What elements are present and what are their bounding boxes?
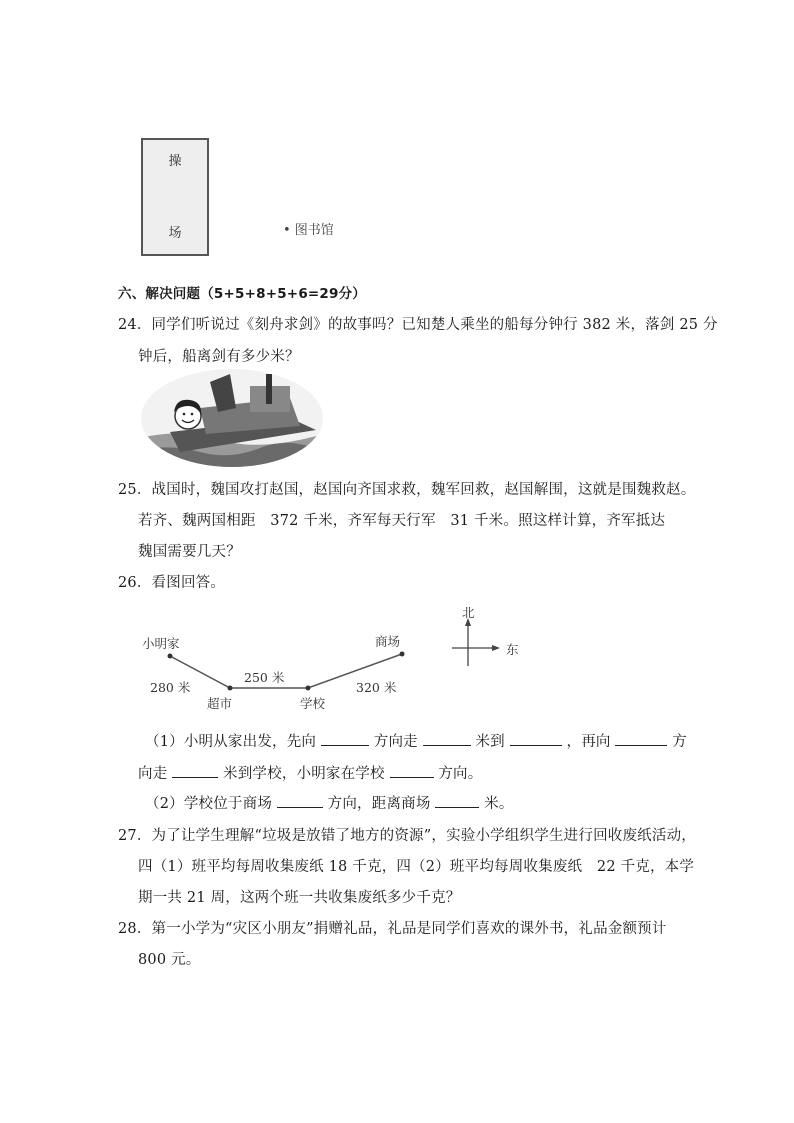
map-market-label: 商场: [375, 634, 401, 649]
q26-p1-text-g: 米到学校，小明家在学校: [223, 766, 385, 782]
q26-p1-text-f: 向走: [138, 766, 168, 782]
q27-line1: 27．为了让学生理解“垃圾是放错了地方的资源”，实验小学组织学生进行回收废纸活动，: [118, 828, 696, 844]
q25-line1: 25．战国时，魏国攻打赵国，赵国向齐国求救，魏军回救，赵国解围，这就是围魏救赵。: [118, 482, 696, 498]
q26-title: 26．看图回答。: [118, 575, 226, 591]
boat-illustration: [140, 368, 324, 468]
answer-blank-4[interactable]: [615, 731, 667, 746]
q25-line2: 若齐、魏两国相距 372 千米，齐军每天行军 31 千米。照这样计算，齐军抵达: [138, 513, 666, 529]
q28-line1: 28．第一小学为“灾区小朋友”捐赠礼品，礼品是同学们喜欢的课外书，礼品金额预计: [118, 921, 667, 937]
answer-blank-1[interactable]: [321, 731, 369, 746]
map-distance-2: 250 米: [244, 670, 285, 685]
q26-p1-text-a: （1）小明从家出发，先向: [145, 734, 317, 750]
map-distance-3: 320 米: [356, 680, 397, 695]
answer-blank-6[interactable]: [390, 763, 434, 778]
playground-box: [141, 138, 209, 256]
q27-line3: 期一共 21 周，这两个班一共收集废纸多少千克？: [138, 890, 461, 906]
map-supermarket-label: 超市: [207, 696, 233, 711]
compass-east-label: 东: [506, 642, 519, 657]
library-label: • 图书馆: [283, 223, 334, 238]
q26-p1-text-h: 方向。: [438, 766, 483, 782]
map-distance-1: 280 米: [150, 680, 191, 695]
playground-char-1: 操: [168, 154, 182, 169]
q26-p1-line1: [145, 730, 687, 751]
answer-blank-2[interactable]: [423, 731, 471, 746]
q26-p2-text-b: 方向，距离商场: [327, 796, 431, 812]
q26-p1-text-b: 方向走: [373, 734, 418, 750]
q26-p1-line2: [138, 762, 482, 783]
q24-line1: 24．同学们听说过《刻舟求剑》的故事吗？已知楚人乘坐的船每分钟行 382 米，落剑 25 分: [118, 317, 718, 333]
q26-p1-text-c: 米到: [475, 734, 505, 750]
playground-char-2: 场: [168, 226, 182, 241]
q26-p2-text-a: （2）学校位于商场: [145, 796, 273, 812]
answer-blank-5[interactable]: [172, 763, 218, 778]
compass-north-label: 北: [462, 605, 475, 620]
answer-blank-3[interactable]: [510, 731, 562, 746]
q28-line2: 800 元。: [138, 952, 201, 968]
section-title: 六、解决问题（5+5+8+5+6=29分）: [118, 286, 367, 302]
answer-blank-7[interactable]: [277, 793, 323, 808]
q26-p1-text-d: ，再向: [566, 734, 611, 750]
q24-line2: 钟后，船离剑有多少米？: [138, 349, 300, 365]
map-home-label: 小明家: [142, 636, 180, 651]
map-school-label: 学校: [300, 696, 326, 711]
q26-p1-text-e: 方: [672, 734, 687, 750]
q25-line3: 魏国需要几天？: [138, 544, 241, 560]
q27-line2: 四（1）班平均每周收集废纸 18 千克，四（2）班平均每周收集废纸 22 千克，本学: [138, 859, 695, 875]
q26-p2-line: [145, 792, 514, 813]
q26-p2-text-c: 米。: [484, 796, 514, 812]
answer-blank-8[interactable]: [435, 793, 479, 808]
